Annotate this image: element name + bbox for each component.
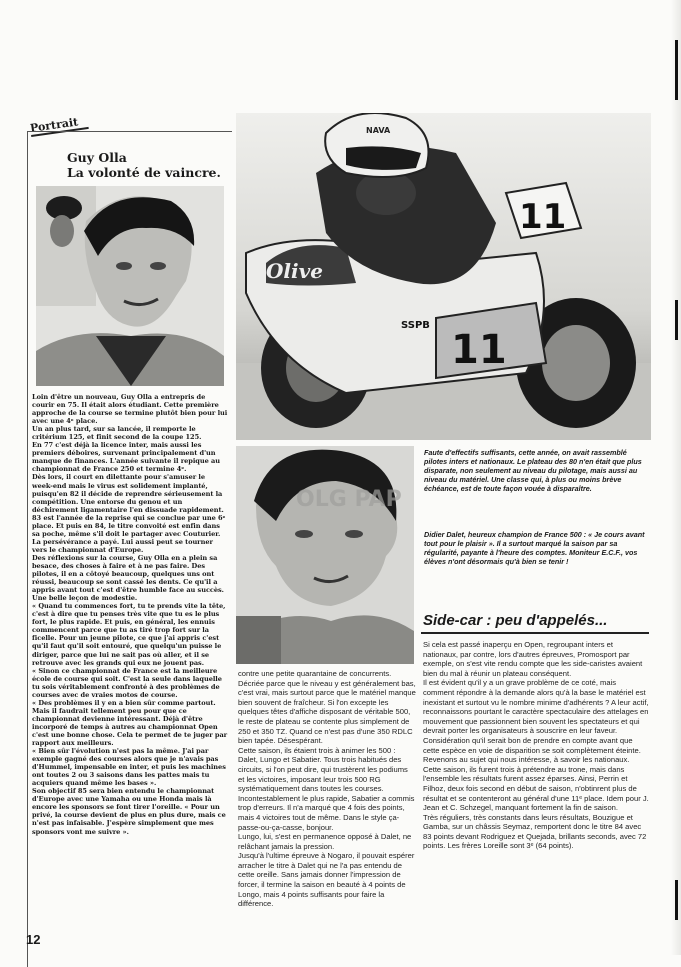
portrait-paragraph: 83 est l'année de la reprise qui se conclue par une 6ᵉ place. Et puis en 84, le titre convoité est enfin dans sa poche, même s'il doit le partager avec Couturier. La persévérance a payé. Lui aussi peut se tourner vers le championnat d'Europe. (32, 513, 226, 554)
portrait-paragraph: « Des problèmes il y en a bien sûr comme partout. Mais il faudrait tellement peu pour que ce championnat devienne intéressant. Déjà d'être incorporé de temps à autres au championnat Open c'est une bonne chose. Cela te permet de te juger par rapport aux meilleurs. (32, 698, 228, 748)
portrait-paragraph: Un an plus tard, sur sa lancée, il remporte le critérium 125, et finit second de la coupe 125. (32, 425, 202, 442)
photo-watermark: OLG PAP (296, 487, 402, 512)
sidecar-title: Side-car : peu d'appelés... (423, 612, 608, 629)
section-tag: Portrait (29, 114, 89, 137)
racing-caption-text: Faute d'effectifs suffisants, cette année, on avait rassemblé pilotes inters et nationaux. Le plateau des 80 n'en était que plus disparate, non seulement au niveau du pilotage, mais aussi au niveau du matériel. Une classe qui, à plus ou moins brève échéance, est de toute façon vouée à disparaître. (424, 448, 642, 493)
racing-caption (424, 448, 646, 493)
portrait-paragraph: Des réflexions sur la course, Guy Olla en a plein sa besace, des choses à faire et à ne pas faire. Des pilotes, il en a côtoyé beaucoup, quelques uns ont réussi, beaucoup se sont cassé les dents. Ce qu'il a appris avant tout c'est d'être humble face au succès. Une belle leçon de modestie. (32, 553, 224, 603)
sponsor-text: SSPB (401, 320, 430, 331)
helmet-text: NAVA (366, 126, 391, 135)
portrait-paragraph: Dès lors, il court en dilettante pour s'amuser le week-end mais le virus est solidement implanté, puisqu'en 82 il décide de reprendre sérieusement la compétition. Une entorse du genou et un déchirement ligamentaire l'en dissuade rapidement. (32, 473, 224, 514)
middle-paragraph: Décriée parce que le niveau y est généralement bas, c'est vrai, mais surtout parce que le matériel manque bien souvent de fraîcheur. Si l'on excepte les quelques têtes d'affiche disposant de véritable 500, le reste de plateau se contente plus simplement de 250 et 350 TZ. Quand ce n'est pas d'une 350 RDLC bien tapée. Désespérant. (238, 678, 416, 746)
portrait-heading (67, 150, 221, 180)
middle-paragraph: Cette saison, ils étaient trois à animer les 500 : Dalet, Lungo et Sabatier. Tous trois habitués des circuits, si l'on peut dire, qui trustèrent les podiums et les victoires, imposant leur trois 500 RG systématiquement dans toutes les courses. (238, 745, 408, 794)
sidecar-body (423, 640, 649, 851)
racing-photo (236, 113, 651, 440)
title-rule (421, 632, 649, 634)
page-edge (671, 0, 681, 955)
portrait-photo (36, 186, 224, 386)
sidecar-paragraph: Revenons au sujet qui nous intéresse, à savoir les nationaux. Cette saison, ils furent trois à prétendre au trone, mais dans l'ensemble les résultats furent assez éparses. Ainsi, Perrin et Filhoz, deux fois second en début de saison, n'obtinrent plus de résultat et se contenteront au général d'une 11ᵉ place. Idem pour J. Jean et C. Schzegel, manquant fortement la fin de saison. (423, 755, 649, 813)
portrait-paragraph: Son objectif 85 sera bien entendu le championnat d'Europe avec une Yamaha ou une Honda mais là encore les sponsors se font tirer l'oreille. « Pour un privé, la course devient de plus en plus dure, mais ce n'est pas infaisable. J'espère simplement que mes sponsors vont me suivre ». (32, 787, 226, 836)
sidecar-paragraph: Très réguliers, très constants dans leurs résultats, Bouzigue et Gamba, sur un châssis Seymaz, remportent donc le titre 84 avec 83 points devant Rodriguez et Quejada, brillants seconds, avec 72 points. Les frères Loreille sont 3ᵉ (64 points). (423, 812, 647, 851)
dalet-photo (236, 446, 414, 664)
portrait-paragraph: En 77 c'est déjà la licence inter, mais aussi les premiers déboires, survenant principalement d'un manque de finances. L'année suivante il repique au championnat de France 250 et termine 4ᵉ. (32, 441, 220, 474)
fairing-text: Olive (266, 259, 323, 283)
fairing-number: 11 (451, 327, 507, 373)
edge-mark (675, 300, 678, 340)
portrait-subtitle: La volonté de vaincre. (67, 165, 221, 180)
portrait-paragraph: « Sinon ce championnat de France est la meilleure école de course qui soit. C'est la seule dans laquelle tu sois véritablement confronté à des problèmes de courses avec de vraies motos de course. (32, 666, 222, 699)
portrait-name: Guy Olla (67, 150, 127, 165)
edge-mark (675, 40, 678, 100)
dalet-caption (424, 530, 646, 566)
portrait-paragraph: « Bien sûr l'évolution n'est pas la même. J'ai par exemple gagné des courses alors que je n'avais pas d'Hummel, impensable en inter, et puis les machines ont toutes 2 ou 3 saisons dans les pattes mais tu acquiers quand même les bases ». (32, 747, 226, 788)
middle-column (238, 669, 416, 909)
middle-paragraph: contre une petite quarantaine de concurrents. (238, 669, 392, 678)
middle-paragraph: Jusqu'à l'ultime épreuve à Nogaro, il pouvait espérer arracher le titre à Dalet qui ne l'a pas entendu de cette oreille. Sans jamais donner l'impression de forcer, il termine la saison en beauté à 4 points de Longo, mais 4 points suffisants pour faire la différence. (238, 851, 415, 909)
sidecar-paragraph: Il est évident qu'il y a un grave problème de ce coté, mais comment répondre à la demande alors qu'à la base le matériel est inexistant et surtout vu le nombre minime d'adhérents ? A leur actif, reconnaissons pourtant le caractère spectaculaire des attelages en mouvement que passionnent bien souvent les spectateurs et qui devrait porter les organisateurs à souscrire en leur faveur. Considération qu'il serait bon de prendre en compte avant que cette espèce en voie de disparition se soit complètement éteinte. (423, 678, 649, 755)
middle-paragraph: Incontestablement le plus rapide, Sabatier a commis trop d'erreurs. Il n'a marqué que 4 fois des points, mais 4 victoires tout de même. Dans le style ça-passe-ou-ça-casse, bonjour. (238, 793, 415, 832)
front-number: 11 (519, 197, 567, 237)
middle-paragraph: Lungo, lui, s'est en permanence opposé à Dalet, ne relâchant jamais la pression. (238, 832, 412, 851)
portrait-body (32, 393, 228, 836)
portrait-paragraph: Loin d'être un nouveau, Guy Olla a entrepris de courir en 75. Il était alors étudiant. Cette première approche de la course se termine plutôt bien pour lui avec une 4ᵉ place. (32, 393, 228, 426)
page-number: 12 (26, 932, 41, 947)
edge-mark (675, 880, 678, 920)
sidecar-paragraph: Si cela est passé inaperçu en Open, regroupant inters et nationaux, par contre, lors d'autres épreuves, Promosport par exemple, on s'est vite rendu compte que les side-caristes avaient bien du mal à réunir un plateau conséquent. (423, 640, 643, 678)
portrait-paragraph: « Quand tu commences fort, tu te prends vite la tête, c'est à dire que tu penses très vite que tu es le plus fort, le plus rapide. Et puis, en général, les ennuis commencent parce que tu as tiré trop fort sur la ficelle. Pour un jeune pilote, ce que j'ai appris c'est qu'il faut qu'il soit entouré, que quelqu'un puisse le diriger, parce que lui ne sait pas où aller, et il se retrouve avec les grands qui eux ne jouent pas. (32, 602, 226, 667)
dalet-caption-text: Didier Dalet, heureux champion de France 500 : « Je cours avant tout pour le plaisir ». Il a surtout marqué la saison par sa régularité, payante à l'heure des comptes. Moniteur E.C.F., vos élèves n'ont désormais qu'à bien se tenir ! (424, 530, 645, 566)
